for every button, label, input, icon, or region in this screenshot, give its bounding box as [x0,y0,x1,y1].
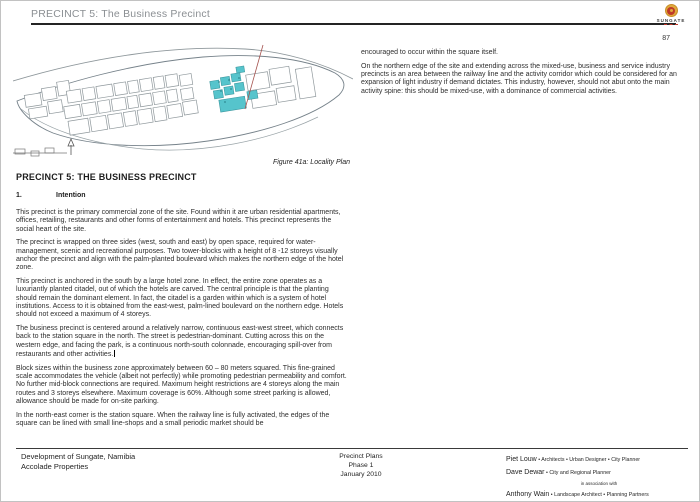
sungate-logo-icon [665,4,678,17]
text-cursor [114,350,115,357]
footer-date: January 2010 [340,471,382,478]
scale-bar [13,148,67,156]
footer-company-name: Accolade Properties [21,461,89,471]
subsection-heading [16,192,350,199]
north-arrow-icon [68,139,74,155]
footer-rule [16,448,688,449]
left-text-column [16,172,350,434]
credit-line [506,452,692,465]
paragraph[interactable]: In the north-east corner is the station square. When the railway line is fully activated, the edges of the square can be lined with small line-shops and a small periodic market should be [16,411,330,428]
street-blocks-center [61,71,198,135]
figure-caption: Figure 41a: Locality Plan [272,159,350,166]
right-text-column [361,35,692,101]
locality-plan-map [13,43,353,165]
sungate-logo [651,4,691,25]
paragraph[interactable]: Block sizes within the business zone approximately between 60 – 80 meters squared. This fine-grained scale accommodates the vehicle (albeit not perfectly) while promoting pedestrian permeability and comfort. No further mid-block connections are required. Maximum height restrictions are 4 storeys along the main routes and 3 storeys elsewhere. Maximum coverage is 60%. Although some street parking is allowed, allowance should be made for on-site parking. [16,364,347,405]
subsection-title: Intention [56,192,86,199]
credit-roles: • Architects • Urban Designer • City Planner [536,457,641,463]
paragraph[interactable]: On the northern edge of the site and extending across the mixed-use, business and service industry precincts is an area between the railway line and the activity corridor which could be considered for an expansion of light industry if demand dictates. This industry, however, should not abut onto the main activity spine: this should be mixed-use, with a dominance of commercial activities. [361,62,677,95]
subsection-number: 1. [16,192,22,199]
footer-project-block [21,452,135,471]
paragraph[interactable]: This precinct is anchored in the south by a large hotel zone. In effect, the entire zone operates as a luxuriantly planted citadel, out of which the hotels are carved. The central principle is that the planting should remain the dominant element. In fact, the citadel is a garden within which is a system of hotel institutions. Access to it is obtained from the east-west, palm-lined boulevard on the northern edge. Hotels should not exceed a maximum of 4 storeys. [16,278,344,319]
credit-line [506,487,692,500]
header-rule [31,23,676,25]
footer-credits-block [506,452,692,500]
logo-wordmark: SUNGATE [656,18,686,23]
footer-phase: Phase 1 [348,462,374,469]
credit-roles: • City and Regional Planner [544,470,611,476]
paragraph[interactable]: The business precinct is centered around a relatively narrow, continuous east-west street, which connects back to the station square in the north. The street is pedestrian-dominant. Cutting across this on the western edge, and facing the park, is a continuous north-south colonnade, encouraging spill-over from restaurants and other activities. [16,325,344,358]
association-note: in association with [580,481,618,486]
site-boundary [17,56,344,146]
section-heading: PRECINCT 5: THE BUSINESS PRECINCT [16,172,197,182]
paragraph[interactable]: This precinct is the primary commercial zone of the site. Found within it are urban residential apartments, offices, retailing, restaurants and other forms of entertainment and hotels. This precinct represents the social heart of the site. [16,209,341,233]
credit-name: Anthony Wain [506,491,550,498]
credit-line [506,465,692,478]
paragraph[interactable]: encouraged to occur within the square itself. [361,49,498,56]
page-title: PRECINCT 5: The Business Precinct [31,8,210,20]
footer-doc-title: Precinct Plans [339,453,383,460]
credit-name: Piet Louw [506,456,537,463]
footer-document-block [291,452,431,479]
credit-name: Dave Dewar [506,469,545,476]
page-number: 87 [662,35,670,42]
footer-project-name: Development of Sungate, Namibia [21,452,136,461]
paragraph[interactable]: The precinct is wrapped on three sides (west, south and east) by open space, required for water-management, scenic and recreational purposes. Two tower-blocks with a height of 8 -12 storeys visually anchor the precinct and align with the palm-planted boulevard which makes the northern edge of the hotel zone. [16,239,344,272]
credit-roles: • Landscape Architect • Planning Partners [549,492,649,498]
logo-tagline [664,24,678,25]
